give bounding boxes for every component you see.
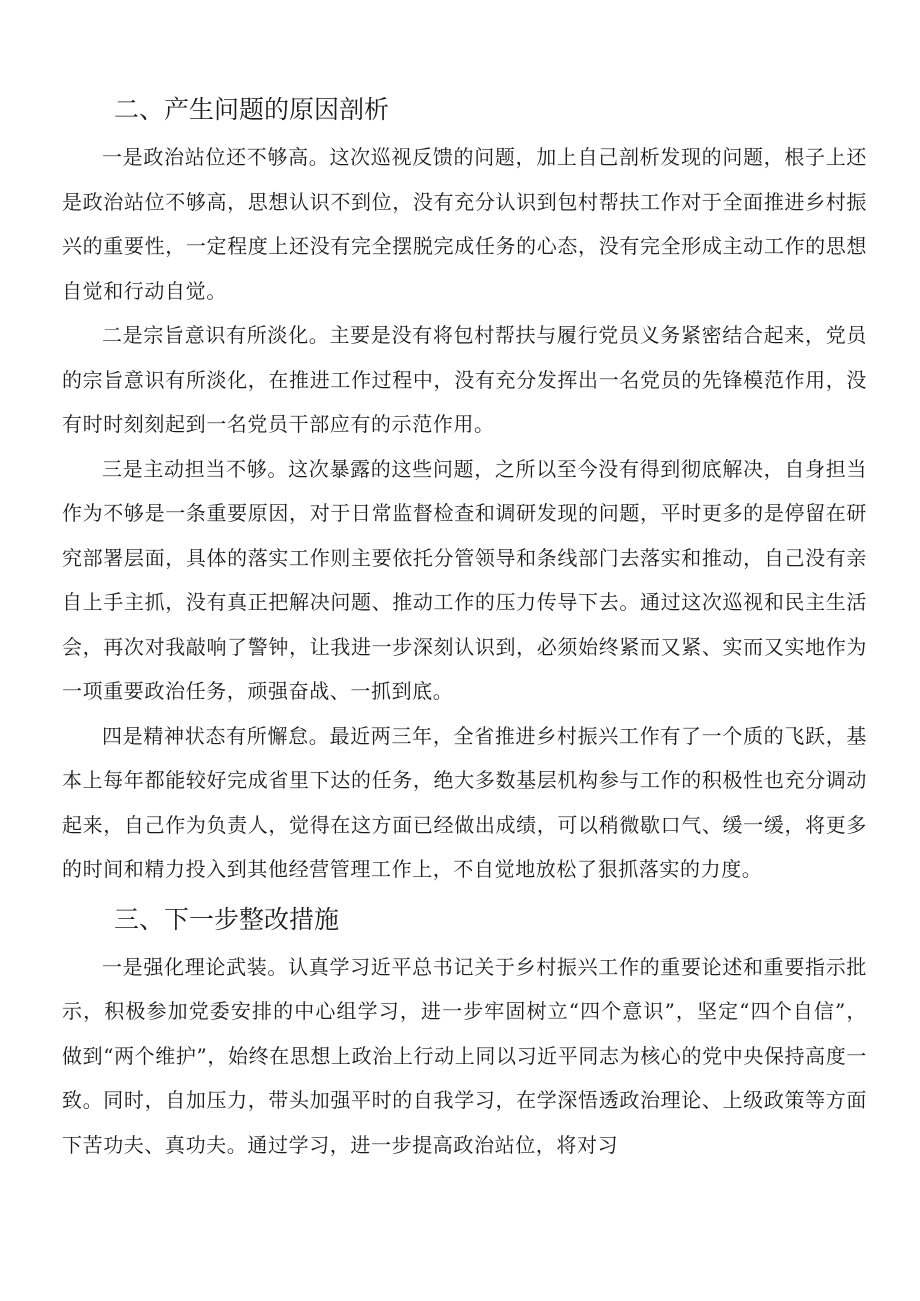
section-heading-causes: 二、产生问题的原因剖析: [114, 95, 390, 124]
paragraph-political-stance: 一是政治站位还不够高。这次巡视反馈的问题，加上自己剖析发现的问题，根子上还是政治站位不够高，思想认识不到位，没有充分认识到包村帮扶工作对于全面推进乡村振兴的重要性，一定程度上还没有完全摆脱完成任务的心态，没有完全形成主动工作的思想自觉和行动自觉。: [62, 145, 867, 303]
section-heading-measures: 三、下一步整改措施: [114, 904, 340, 934]
paragraph-initiative: 三是主动担当不够。这次暴露的这些问题，之所以至今没有得到彻底解决，自身担当作为不够是一条重要原因，对于日常监督检查和调研发现的问题，平时更多的是停留在研究部署层面，具体的落实工作则主要依托分管领导和条线部门去落实和推动，自己没有亲自上手主抓，没有真正把解决问题、推动工作的压力传导下去。通过这次巡视和民主生活会，再次对我敲响了警钟，让我进一步深刻认识到，必须始终紧而又紧、实而又实地作为一项重要政治任务，顽强奋战、一抓到底。: [62, 456, 867, 703]
paragraph-mental-state: 四是精神状态有所懈怠。最近两三年，全省推进乡村振兴工作有了一个质的飞跃，基本上每年都能较好完成省里下达的任务，绝大多数基层机构参与工作的积极性也充分调动起来，自己作为负责人，觉得在这方面已经做出成绩，可以稍微歇口气、缓一缓，将更多的时间和精力投入到其他经营管理工作上，不自觉地放松了狠抓落实的力度。: [62, 723, 867, 881]
paragraph-purpose-awareness: 二是宗旨意识有所淡化。主要是没有将包村帮扶与履行党员义务紧密结合起来，党员的宗旨意识有所淡化，在推进工作过程中，没有充分发挥出一名党员的先锋模范作用，没有时时刻刻起到一名党员干部应有的示范作用。: [62, 323, 867, 436]
document-page: [62, 88, 867, 1167]
paragraph-theory-study: 一是强化理论武装。认真学习近平总书记关于乡村振兴工作的重要论述和重要指示批示，积极参加党委安排的中心组学习，进一步牢固树立“四个意识”，坚定“四个自信”，做到“两个维护”，始终在思想上政治上行动上同以习近平同志为核心的党中央保持高度一致。同时，自加压力，带头加强平时的自我学习，在学深悟透政治理论、上级政策等方面下苦功夫、真功夫。通过学习，进一步提高政治站位，将对习: [62, 954, 867, 1157]
